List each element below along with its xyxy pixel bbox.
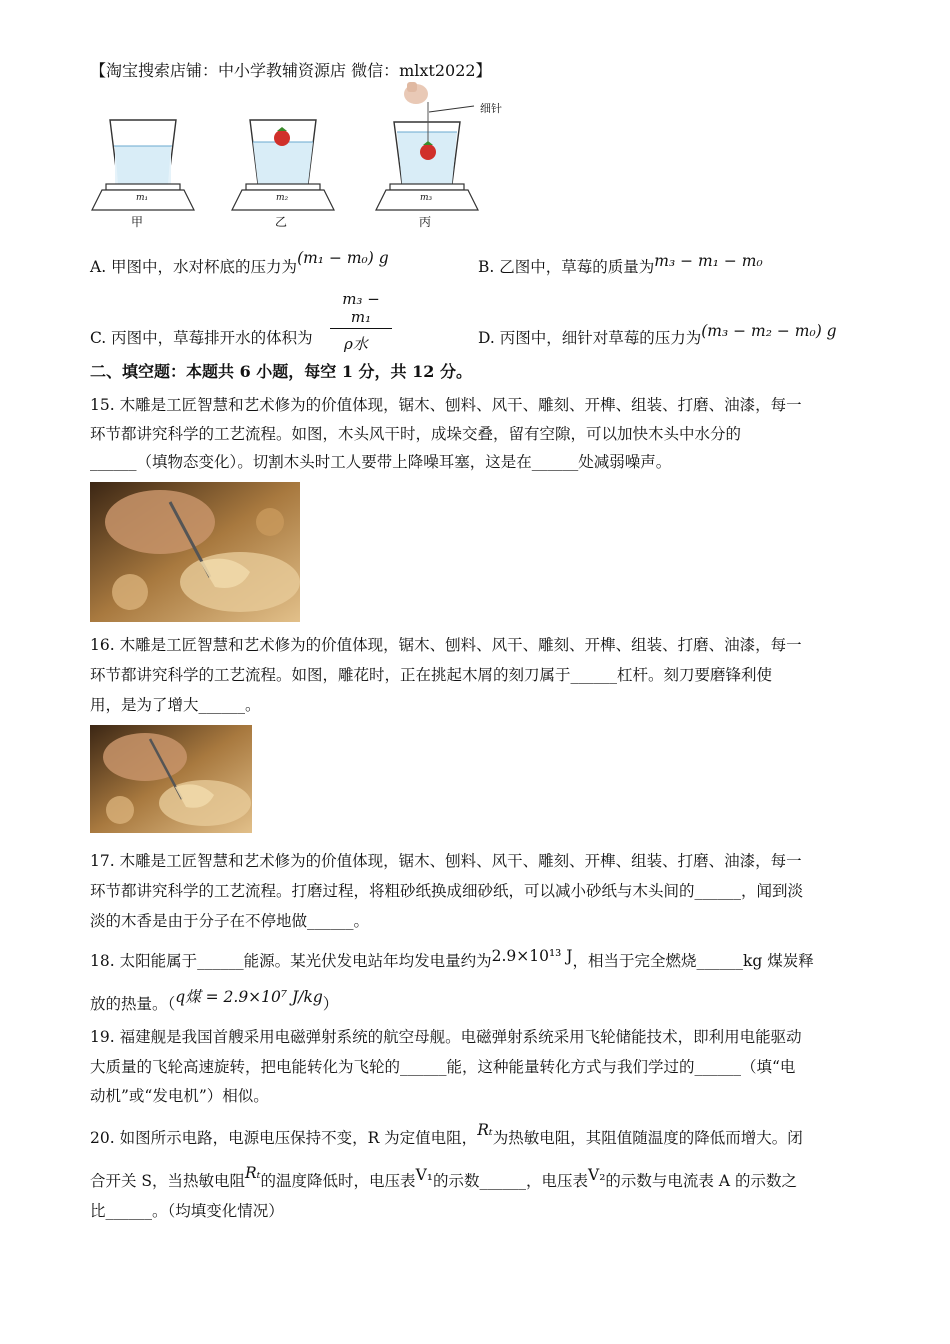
q20-text-1b: 为热敏电阻，其阻值随温度的降低而增大。闭 [492, 1129, 803, 1147]
option-a-formula: (m₁ − m₀) g [297, 249, 389, 267]
option-c-denominator: ρ水 [344, 335, 368, 353]
caption-jia: 甲 [131, 215, 144, 229]
q20-line-3: 比______。（均填变化情况） [90, 1202, 284, 1220]
option-d-text: D. 丙图中，细针对草莓的压力为 [478, 329, 702, 347]
q20-text-2a: 合开关 S，当热敏电阻 [90, 1172, 246, 1190]
q20-rt-symbol-2: Rₜ [245, 1164, 261, 1182]
mass-label-3: m₃ [420, 193, 433, 203]
option-b-formula: m₃ − m₁ − m₀ [654, 252, 763, 270]
option-a [90, 249, 389, 278]
wood-carving-photo-1 [90, 482, 300, 622]
q20-line-1 [90, 1121, 803, 1149]
q17-line-2: 环节都讲究科学的工艺流程。打磨过程，将粗砂纸换成细砂纸，可以减小砂纸与木头间的______，闻到淡 [90, 882, 804, 900]
option-b-text: B. 乙图中，草莓的质量为 [478, 258, 655, 276]
q20-line-2 [90, 1164, 797, 1192]
q16-line-2: 环节都讲究科学的工艺流程。如图，雕花时，正在挑起木屑的刻刀属于______杠杆。刻刀要磨锋利使 [90, 666, 773, 684]
q20-text-1a: 20. 如图所示电路，电源电压保持不变，R 为定值电阻， [90, 1129, 478, 1147]
q18-line-1 [90, 947, 814, 972]
q19-line-3: 动机”或“发电机”）相似。 [90, 1087, 269, 1105]
option-c-numerator: m₃ − m₁ [330, 290, 392, 329]
caption-yi: 乙 [275, 215, 288, 229]
q17-line-3: 淡的木香是由于分子在不停地做______。 [90, 912, 370, 930]
q15-line-1: 15. 木雕是工匠智慧和艺术修为的价值体现，锯木、刨料、风干、雕刻、开榫、组装、打磨、油漆，每一 [90, 396, 802, 414]
q20-text-2b: 的温度降低时，电压表 [260, 1172, 416, 1190]
q18-line-2 [90, 988, 339, 1015]
scale-bing [376, 82, 478, 210]
option-b [478, 252, 763, 278]
q18-energy-formula: 2.9×10¹³ J [491, 947, 573, 965]
mass-label-1: m₁ [136, 193, 149, 203]
q16-line-3: 用，是为了增大______。 [90, 696, 261, 714]
q15-line-2: 环节都讲究科学的工艺流程。如图，木头风干时，成垛交叠，留有空隙，可以加快木头中水分的 [90, 425, 742, 443]
section-heading: 二、填空题：本题共 6 小题，每空 1 分，共 12 分。 [90, 362, 472, 381]
q20-v2-symbol: V₂ [588, 1166, 606, 1184]
q16-line-1: 16. 木雕是工匠智慧和艺术修为的价值体现，锯木、刨料、风干、雕刻、开榫、组装、打磨、油漆，每一 [90, 636, 802, 654]
q20-rt-symbol-1: Rₜ [477, 1121, 493, 1139]
q18-text-c: 放的热量。（ [90, 995, 176, 1013]
q19-line-1: 19. 福建舰是我国首艘采用电磁弹射系统的航空母舰。电磁弹射系统采用飞轮储能技术，即利用电能驱动 [90, 1028, 802, 1046]
option-c [90, 327, 313, 349]
q20-v1-symbol: V₁ [415, 1166, 433, 1184]
needle-label: 细针 [480, 102, 502, 115]
option-a-text: A. 甲图中，水对杯底的压力为 [90, 258, 298, 276]
scales-figure [88, 80, 508, 230]
header-watermark: 【淘宝搜索店铺：中小学教辅资源店 微信：mlxt2022】 [90, 61, 492, 80]
q20-text-2d: 的示数与电流表 A 的示数之 [605, 1172, 797, 1190]
q18-q-formula: q煤 = 2.9×10⁷ J/kg [175, 988, 323, 1006]
q18-text-b: ，相当于完全燃烧______kg 煤炭释 [572, 952, 814, 970]
wood-carving-photo-2 [90, 725, 252, 833]
q18-text-d: ） [322, 995, 339, 1013]
option-c-fraction [330, 290, 392, 354]
q20-text-2c: 的示数______，电压表 [432, 1172, 588, 1190]
q15-line-3: ______（填物态变化）。切割木头时工人要带上降噪耳塞，这是在______处减弱噪声。 [90, 453, 672, 471]
option-c-text: C. 丙图中，草莓排开水的体积为 [90, 329, 313, 347]
option-d-formula: (m₃ − m₂ − m₀) g [701, 322, 837, 340]
q19-line-2: 大质量的飞轮高速旋转，把电能转化为飞轮的______能，这种能量转化方式与我们学过的______（填“电 [90, 1058, 796, 1076]
q18-text-a: 18. 太阳能属于______能源。某光伏发电站年均发电量约为 [90, 952, 492, 970]
option-d [478, 322, 837, 349]
mass-label-2: m₂ [276, 193, 289, 203]
caption-bing: 丙 [419, 215, 432, 229]
q17-line-1: 17. 木雕是工匠智慧和艺术修为的价值体现，锯木、刨料、风干、雕刻、开榫、组装、打磨、油漆，每一 [90, 852, 802, 870]
